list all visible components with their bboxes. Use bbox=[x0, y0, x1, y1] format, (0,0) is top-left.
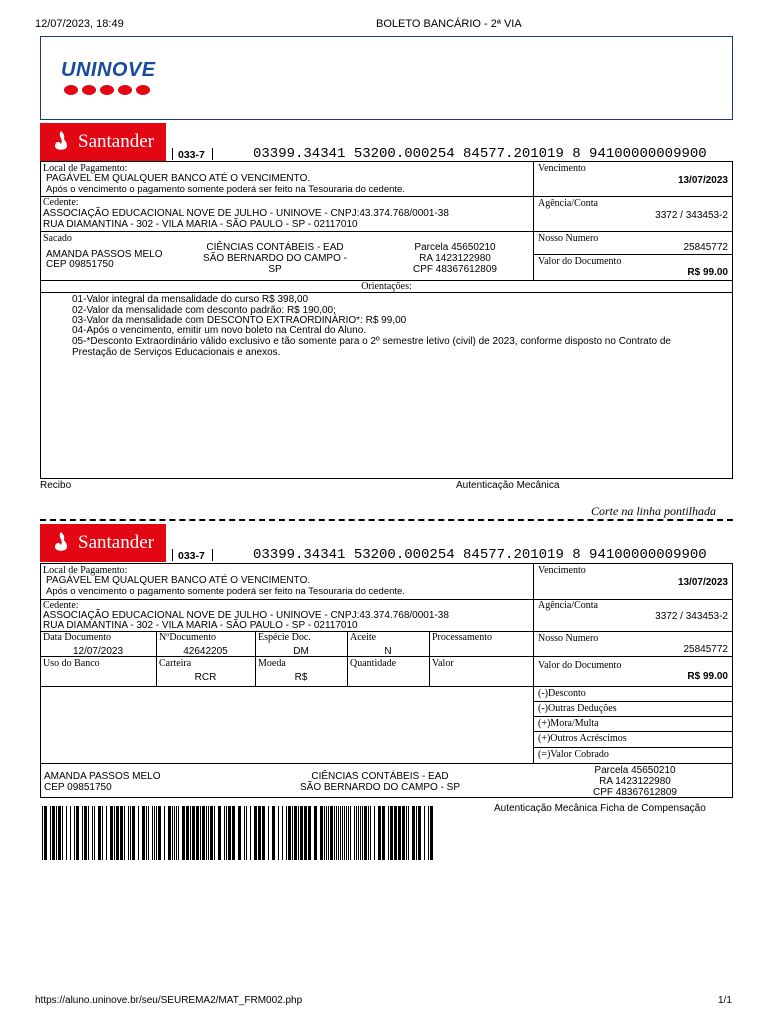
label-ficha-compensacao: Autenticação Mecânica Ficha de Compensação bbox=[494, 803, 706, 814]
label-outros-acrescimos: (+)Outros Acréscimos bbox=[538, 733, 627, 744]
bank-code-2: 033-7 bbox=[178, 550, 205, 562]
label-especie-doc: Espécie Doc. bbox=[258, 632, 311, 643]
print-datetime: 12/07/2023, 18:49 bbox=[35, 18, 124, 30]
local-line2-2: Após o vencimento o pagamento somente poderá ser feito na Tesouraria do cedente. bbox=[46, 586, 405, 597]
local-line1-2: PAGÁVEL EM QUALQUER BANCO ATÉ O VENCIMENTO. bbox=[46, 575, 311, 586]
vencimento-value-2: 13/07/2023 bbox=[677, 577, 728, 588]
agencia-conta-value: 3372 / 343453-2 bbox=[655, 210, 728, 221]
local-line1: PAGÁVEL EM QUALQUER BANCO ATÉ O VENCIMENTO. bbox=[46, 173, 311, 184]
course-full-2: SÃO BERNARDO DO CAMPO - SP bbox=[299, 782, 461, 793]
valor-documento-value: R$ 99.00 bbox=[687, 267, 728, 278]
cpf: CPF 48367612809 bbox=[413, 264, 497, 275]
label-local-pagamento: Local de Pagamento: bbox=[43, 163, 128, 174]
sacado-name: AMANDA PASSOS MELO bbox=[46, 249, 163, 260]
footer-url: https://aluno.uninove.br/seu/SEUREMA2/MAT_FRM002.php bbox=[35, 995, 303, 1006]
course-line1: CIÊNCIAS CONTÁBEIS - EAD bbox=[206, 242, 344, 253]
orientacao-5: 05-*Desconto Extraordinário válido exclusivo e tão somente para o 2º semestre letivo (civil) de 2023, conforme disposto no Contrato de bbox=[72, 336, 671, 347]
santander-name-2: Santander bbox=[78, 532, 154, 553]
course-line1-2: CIÊNCIAS CONTÁBEIS - EAD bbox=[311, 771, 449, 782]
label-cedente-2: Cedente: bbox=[43, 600, 79, 611]
label-nosso-numero: Nosso Numero bbox=[538, 233, 599, 244]
flame-icon bbox=[50, 531, 72, 555]
uninove-logo: UNINOVE bbox=[61, 59, 156, 81]
santander-logo-2 bbox=[40, 524, 166, 562]
orientacao-2: 02-Valor da mensalidade com desconto padrão: R$ 190,00; bbox=[72, 305, 336, 316]
flame-icon bbox=[50, 130, 72, 154]
label-quantidade: Quantidade bbox=[350, 658, 397, 669]
label-uso-banco: Uso do Banco bbox=[43, 658, 100, 669]
label-agencia-conta-2: Agência/Conta bbox=[538, 600, 598, 611]
label-orientacoes: Orientações: bbox=[361, 281, 412, 292]
label-local-pagamento-2: Local de Pagamento: bbox=[43, 565, 128, 576]
orientacao-6: Prestação de Serviços Educacionais e anexos. bbox=[72, 347, 281, 358]
aceite-value: N bbox=[384, 646, 392, 657]
santander-logo bbox=[40, 123, 166, 161]
label-vencimento-2: Vencimento bbox=[538, 565, 586, 576]
valor-documento-value-2: R$ 99.00 bbox=[687, 671, 728, 682]
local-line2: Após o vencimento o pagamento somente poderá ser feito na Tesouraria do cedente. bbox=[46, 184, 405, 195]
label-processamento: Processamento bbox=[432, 632, 492, 643]
santander-name: Santander bbox=[78, 131, 154, 152]
especie-doc-value: DM bbox=[293, 646, 309, 657]
orientacao-4: 04-Após o vencimento, emitir um novo boleto na Central do Aluno. bbox=[72, 325, 367, 336]
digitable-line: 03399.34341 53200.000254 84577.201019 8 94100000009900 bbox=[253, 146, 707, 162]
cut-line bbox=[40, 519, 733, 521]
footer-page: 1/1 bbox=[718, 995, 732, 1006]
sacado-cep-2: CEP 09851750 bbox=[44, 782, 112, 793]
logo-frame bbox=[40, 36, 733, 120]
n-documento-value: 42642205 bbox=[183, 646, 228, 657]
ra: RA 1423122980 bbox=[419, 253, 491, 264]
label-moeda: Moeda bbox=[258, 658, 286, 669]
cedente-line1: ASSOCIAÇÃO EDUCACIONAL NOVE DE JULHO - UNINOVE - CNPJ:43.374.768/0001-38 bbox=[43, 208, 449, 219]
sacado-cep: CEP 09851750 bbox=[46, 259, 114, 270]
bank-code: 033-7 bbox=[178, 149, 205, 161]
label-valor: Valor bbox=[432, 658, 454, 669]
label-valor-documento: Valor do Documento bbox=[538, 256, 622, 267]
label-outras-deducoes: (-)Outras Deduções bbox=[538, 703, 617, 714]
label-valor-documento-2: Valor do Documento bbox=[538, 660, 622, 671]
label-mora-multa: (+)Mora/Multa bbox=[538, 718, 599, 729]
label-cedente: Cedente: bbox=[43, 197, 79, 208]
nosso-numero-value-2: 25845772 bbox=[683, 644, 728, 655]
cedente-line2: RUA DIAMANTINA - 302 - VILA MARIA - SÃO PAULO - SP - 02117010 bbox=[43, 219, 358, 230]
label-data-documento: Data Documento bbox=[43, 632, 112, 643]
sacado-name-2: AMANDA PASSOS MELO bbox=[44, 771, 161, 782]
label-desconto: (-)Desconto bbox=[538, 688, 586, 699]
orientacao-3: 03-Valor da mensalidade com DESCONTO EXTRAORDINÁRIO*: R$ 99,00 bbox=[72, 315, 407, 326]
label-n-documento: NºDocumento bbox=[159, 632, 216, 643]
orientacao-1: 01-Valor integral da mensalidade do curso R$ 398,00 bbox=[72, 294, 309, 305]
label-recibo: Recibo bbox=[40, 480, 72, 491]
cedente-line1-2: ASSOCIAÇÃO EDUCACIONAL NOVE DE JULHO - UNINOVE - CNPJ:43.374.768/0001-38 bbox=[43, 610, 449, 621]
course-line2: SÃO BERNARDO DO CAMPO - bbox=[203, 253, 347, 264]
label-sacado: Sacado bbox=[43, 233, 72, 244]
cedente-line2-2: RUA DIAMANTINA - 302 - VILA MARIA - SÃO PAULO - SP - 02117010 bbox=[43, 620, 358, 631]
print-title: BOLETO BANCÁRIO - 2ª VIA bbox=[376, 18, 522, 30]
parcela: Parcela 45650210 bbox=[414, 242, 496, 253]
carteira-value: RCR bbox=[194, 672, 217, 683]
label-agencia-conta: Agência/Conta bbox=[538, 198, 598, 209]
label-aceite: Aceite bbox=[350, 632, 377, 643]
ra-2: RA 1423122980 bbox=[599, 776, 671, 787]
nosso-numero-value: 25845772 bbox=[683, 242, 728, 253]
label-carteira: Carteira bbox=[159, 658, 192, 669]
label-autenticacao: Autenticação Mecânica bbox=[456, 480, 560, 491]
parcela-2: Parcela 45650210 bbox=[594, 765, 676, 776]
course-line3: SP bbox=[268, 264, 282, 275]
barcode-image bbox=[40, 806, 440, 862]
label-vencimento: Vencimento bbox=[538, 163, 586, 174]
vencimento-value: 13/07/2023 bbox=[677, 175, 728, 186]
moeda-value: R$ bbox=[294, 672, 308, 683]
label-valor-cobrado: (=)Valor Cobrado bbox=[538, 749, 609, 760]
digitable-line-2: 03399.34341 53200.000254 84577.201019 8 94100000009900 bbox=[253, 547, 707, 563]
agencia-conta-value-2: 3372 / 343453-2 bbox=[655, 611, 728, 622]
label-nosso-numero-2: Nosso Numero bbox=[538, 633, 599, 644]
cpf-2: CPF 48367612809 bbox=[593, 787, 677, 798]
data-documento-value: 12/07/2023 bbox=[72, 646, 124, 657]
cut-line-label: Corte na linha pontilhada bbox=[591, 504, 717, 518]
uninove-dots-icon bbox=[63, 83, 153, 97]
